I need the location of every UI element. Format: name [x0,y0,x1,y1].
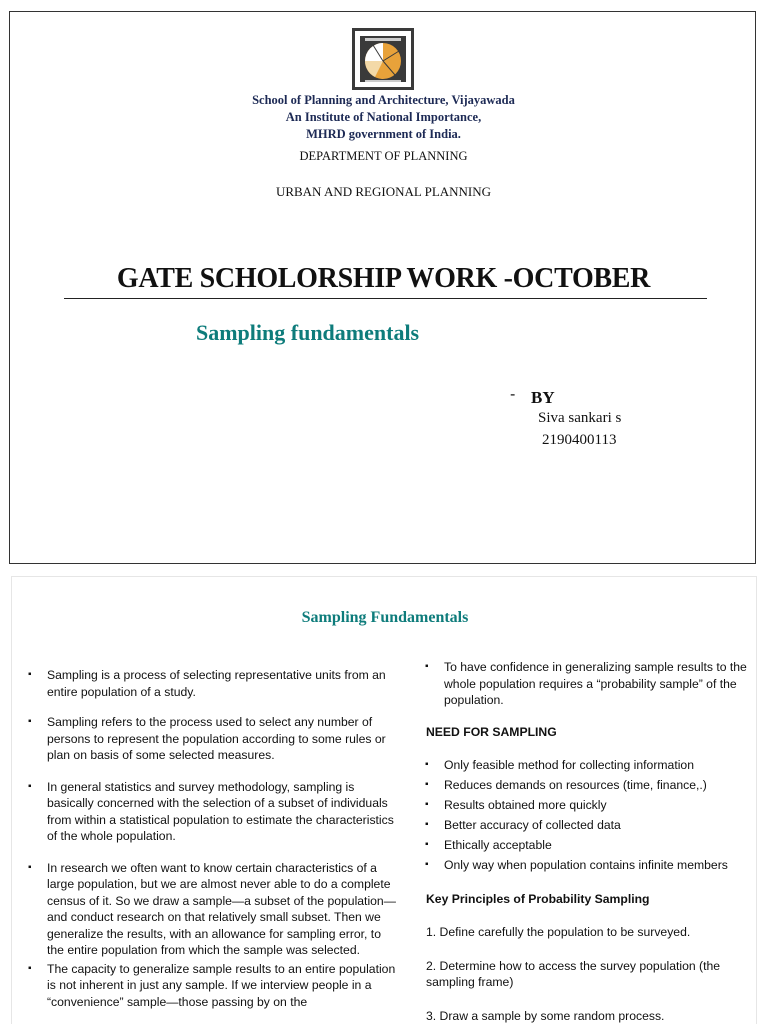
list-item: ▪ Only way when population contains infinite members [421,857,761,874]
list-item: ▪ To have confidence in generalizing sample results to the whole population requires a “probability sample” of the population. [421,659,761,709]
list-item: ▪ The capacity to generalize sample results to an entire population is not inherent in just any sample. If we interview people in a “convenience” sample—those passing by on the [24,961,396,1011]
by-dash: - [510,386,516,403]
list-item: ▪ Better accuracy of collected data [421,817,761,834]
list-item: ▪ In general statistics and survey methodology, sampling is basically concerned with the selection of a subset of individuals from within a statistical population to estimate the characteristics of the whole population. [24,779,396,845]
institute-ministry: MHRD government of India. [306,127,461,141]
list-item: ▪ Only feasible method for collecting information [421,757,761,774]
author-roll-number: 2190400113 [542,432,617,448]
left-column [24,667,396,1010]
title-slide [9,11,756,564]
list-item: ▪ Ethically acceptable [421,837,761,854]
program-name: URBAN AND REGIONAL PLANNING [275,184,492,199]
institute-emblem-icon [352,28,414,90]
need-heading: NEED FOR SAMPLING [426,724,557,739]
by-label: BY [531,388,555,407]
department-name: DEPARTMENT OF PLANNING [299,149,468,163]
list-item: ▪ Sampling refers to the process used to select any number of persons to represent the population according to some rules or plan on basis of some selected measures. [24,714,396,764]
content-slide [11,576,757,1024]
principle-item: 2. Determine how to access the survey population (the sampling frame) [426,958,721,989]
title-divider [64,298,707,299]
right-column [421,659,761,1024]
institute-status: An Institute of National Importance, [285,110,482,124]
author-name: Siva sankari s [538,410,622,426]
list-item: ▪ In research we often want to know certain characteristics of a large population, but we are almost never able to do a complete census of it. So we draw a sample—a subset of the population—and conduct research on that relatively small subset. Then we generalize the results, with an allowance for sampling error, to the entire population from which the sample was selected. [24,860,396,959]
list-item: ▪ Results obtained more quickly [421,797,761,814]
page-title: GATE SCHOLORSHIP WORK -OCTOBER [116,263,651,294]
list-item: ▪ Reduces demands on resources (time, finance,.) [421,777,761,794]
institute-name: School of Planning and Architecture, Vijayawada [252,93,515,107]
subtitle: Sampling fundamentals [196,320,420,345]
principle-item: 1. Define carefully the population to be surveyed. [426,925,691,939]
principles-heading: Key Principles of Probability Sampling [426,891,650,906]
list-item: ▪ Sampling is a process of selecting representative units from an entire population of a study. [24,667,396,700]
principle-item: 3. Draw a sample by some random process. [426,1008,665,1023]
institute-block [10,92,757,143]
section-title: Sampling Fundamentals [301,609,469,626]
